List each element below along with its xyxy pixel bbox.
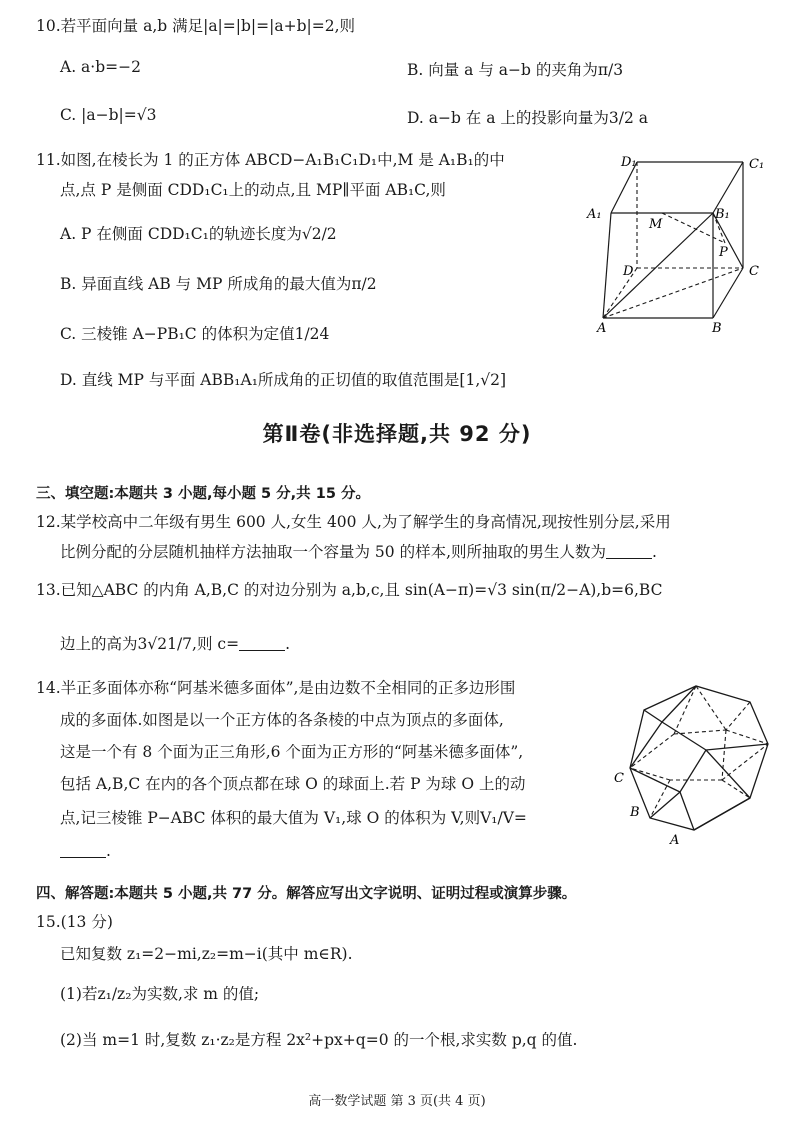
label-a: A (597, 321, 607, 336)
q15-part1: (1)若z₁/z₂为实数,求 m 的值; (60, 985, 260, 1003)
poly-label-b: B (630, 805, 640, 820)
q11-stem-line2: 点,点 P 是侧面 CDD₁C₁上的动点,且 MP∥平面 AB₁C,则 (60, 181, 446, 199)
q13-line2 (60, 632, 290, 654)
section4-heading: 四、解答题:本题共 5 小题,共 77 分。解答应写出文字说明、证明过程或演算步骤。 (36, 886, 577, 902)
q14-line6 (60, 842, 111, 860)
q15-part2: (2)当 m=1 时,复数 z₁·z₂是方程 2x²+px+q=0 的一个根,求实数 p,q 的值. (60, 1031, 578, 1049)
q12-end: . (652, 543, 657, 561)
q14-end: . (106, 842, 111, 860)
label-d: D (623, 264, 634, 279)
polyhedron-figure (610, 670, 780, 850)
q12-line1: 12.某学校高中二年级有男生 600 人,女生 400 人,为了解学生的身高情况,现按性别分层,采用 (36, 513, 671, 531)
section3-heading: 三、填空题:本题共 3 小题,每小题 5 分,共 15 分。 (36, 486, 370, 502)
label-c1: C₁ (749, 157, 765, 172)
poly-label-a: A (670, 833, 680, 848)
label-a1: A₁ (587, 207, 602, 222)
q15-head: 15.(13 分) (36, 913, 113, 931)
page-footer: 高一数学试题 第 3 页(共 4 页) (308, 1094, 486, 1109)
q12-answer-blank[interactable] (606, 557, 652, 559)
poly-label-c: C (614, 771, 624, 786)
q14-line1: 14.半正多面体亦称“阿基米德多面体”,是由边数不全相同的正多边形围 (36, 679, 516, 697)
label-d1: D₁ (621, 155, 637, 170)
q14-line3: 这是一个有 8 个面为正三角形,6 个面为正方形的“阿基米德多面体”, (60, 743, 524, 761)
cube-figure (585, 148, 775, 343)
q11-option-a: A. P 在侧面 CDD₁C₁的轨迹长度为√2/2 (60, 225, 337, 243)
q10-option-b: B. 向量 a 与 a−b 的夹角为π/3 (407, 61, 624, 79)
q14-line4: 包括 A,B,C 在内的各个顶点都在球 O 的球面上.若 P 为球 O 上的动 (60, 775, 526, 793)
q12-line2 (60, 540, 657, 562)
label-m: M (649, 217, 663, 232)
q10-option-d: D. a−b 在 a 上的投影向量为3/2 a (407, 109, 649, 127)
q14-line2: 成的多面体.如图是以一个正方体的各条棱的中点为顶点的多面体, (60, 711, 504, 729)
label-c: C (749, 264, 759, 279)
q12-line2-text: 比例分配的分层随机抽样方法抽取一个容量为 50 的样本,则所抽取的男生人数为 (60, 543, 607, 561)
q11-option-b: B. 异面直线 AB 与 MP 所成角的最大值为π/2 (60, 275, 377, 293)
q11-option-c: C. 三棱锥 A−PB₁C 的体积为定值1/24 (60, 325, 330, 343)
q13-line2-text: 边上的高为3√21/7,则 c= (60, 635, 240, 653)
q10-option-c: C. |a−b|=√3 (60, 106, 157, 124)
q10-option-a: A. a·b=−2 (60, 58, 141, 76)
q11-option-d: D. 直线 MP 与平面 ABB₁A₁所成角的正切值的取值范围是[1,√2] (60, 371, 507, 389)
label-b1: B₁ (715, 207, 730, 222)
q13-answer-blank[interactable] (239, 649, 285, 651)
q14-answer-blank[interactable] (60, 856, 106, 858)
q15-line1: 已知复数 z₁=2−mi,z₂=m−i(其中 m∈R). (60, 945, 353, 963)
label-b: B (712, 321, 722, 336)
part2-title: 第Ⅱ卷(非选择题,共 92 分) (262, 422, 532, 446)
q14-line5: 点,记三棱锥 P−ABC 体积的最大值为 V₁,球 O 的体积为 V,则V₁/V= (60, 809, 527, 827)
q13-end: . (285, 635, 291, 653)
q11-stem-line1: 11.如图,在棱长为 1 的正方体 ABCD−A₁B₁C₁D₁中,M 是 A₁B₁的中 (36, 151, 505, 169)
label-p: P (719, 245, 728, 260)
q13-line1: 13.已知△ABC 的内角 A,B,C 的对边分别为 a,b,c,且 sin(A−π)=√3 sin(π/2−A),b=6,BC (36, 581, 663, 599)
q10-stem: 10.若平面向量 a,b 满足|a|=|b|=|a+b|=2,则 (36, 17, 355, 35)
